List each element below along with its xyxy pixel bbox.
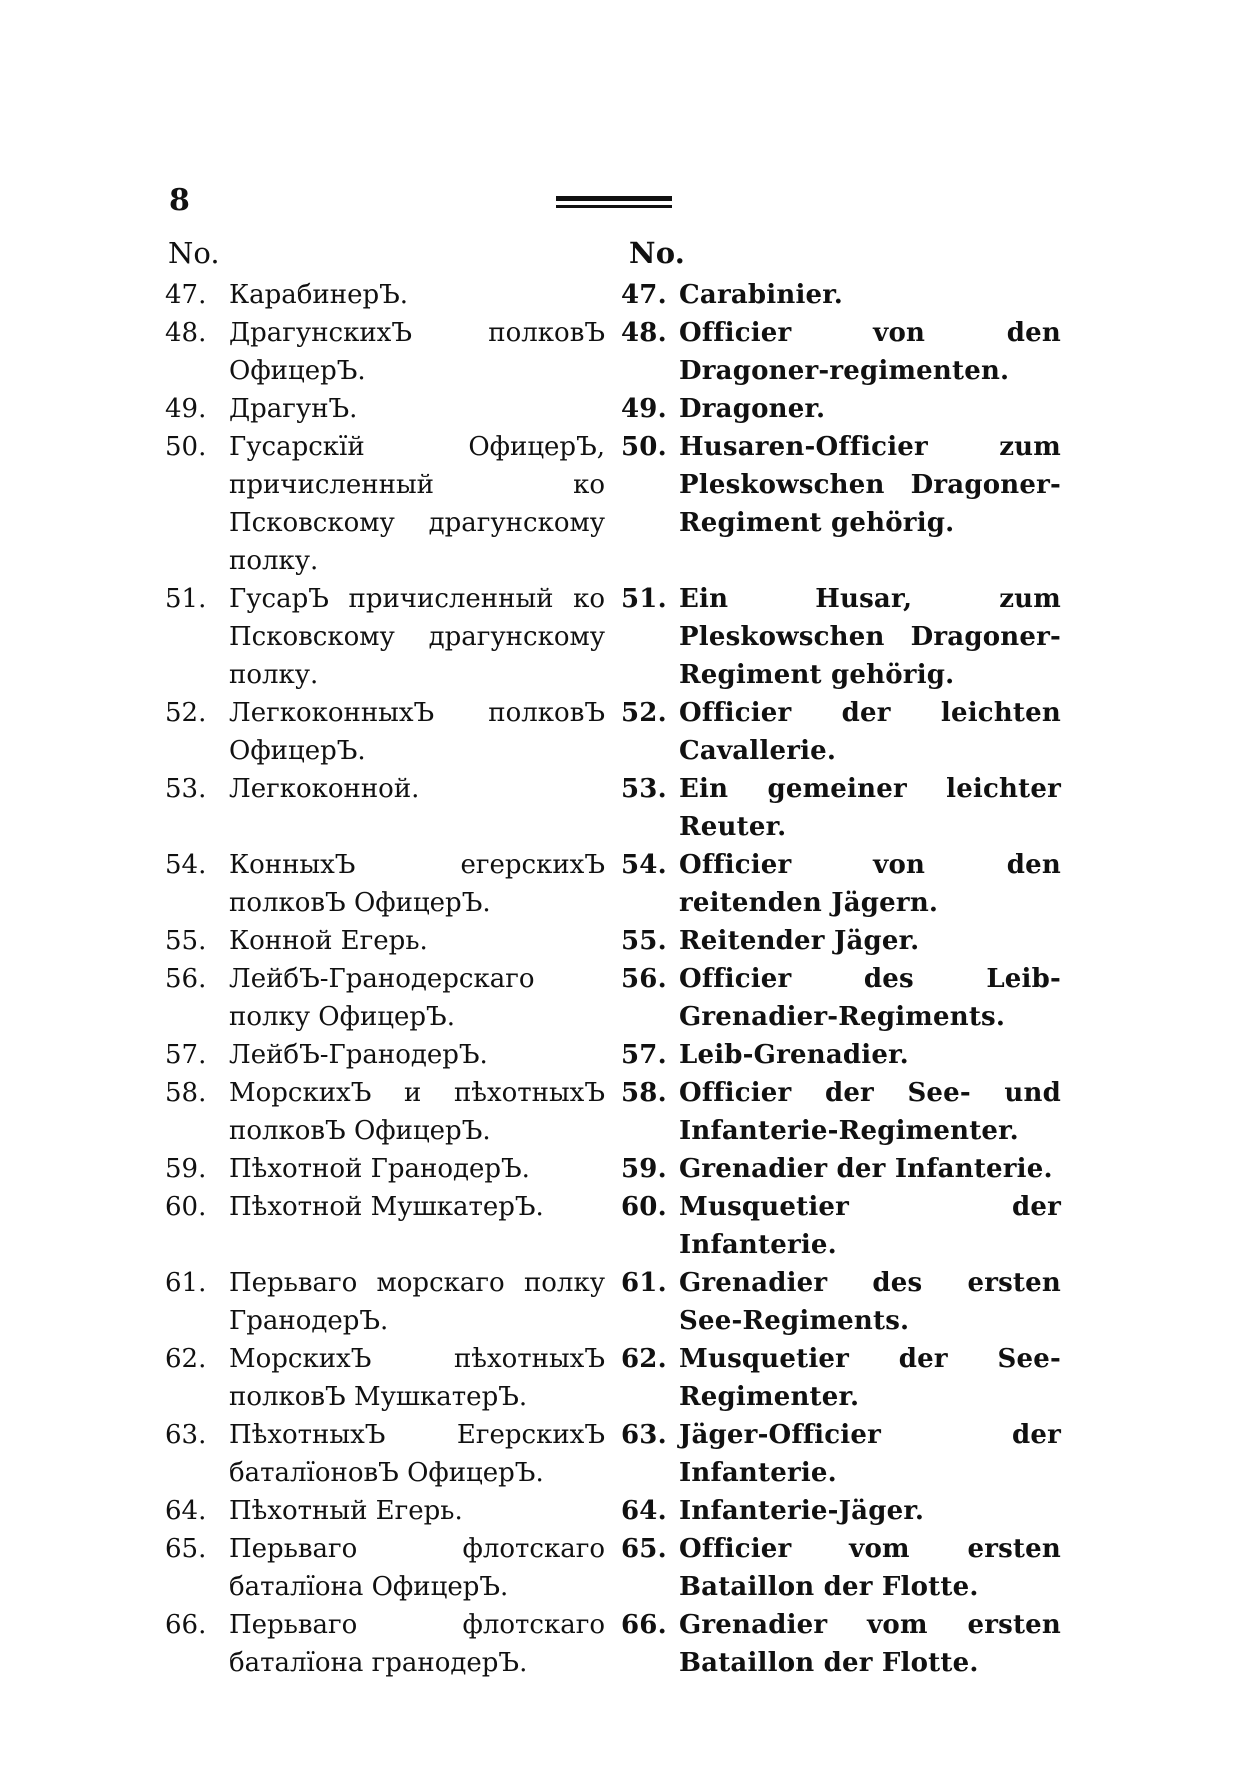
entry-text: Reitender Jäger.: [679, 926, 920, 956]
entry-text: Grenadier vom ersten Bataillon der Flotte.: [679, 1610, 1061, 1678]
list-item: [165, 1416, 605, 1492]
entry-number: 52.: [621, 698, 667, 728]
entry-number: 51.: [621, 584, 667, 614]
entry-number: 59.: [165, 1154, 207, 1184]
entry-number: 58.: [165, 1078, 207, 1108]
entry-number: 66.: [165, 1610, 207, 1640]
entry-text: Officier von den Dragoner-regimenten.: [679, 318, 1061, 386]
list-item: [165, 694, 605, 770]
entry-number: 63.: [621, 1420, 667, 1450]
entry-text: Легкоконной.: [229, 774, 420, 804]
entry-text: ГусарЪ причисленный ко Псковскому драгунскому полку.: [229, 584, 605, 690]
entry-text: Jäger-Officier der Infanterie.: [679, 1420, 1061, 1488]
entry-number: 63.: [165, 1420, 207, 1450]
entry-number: 52.: [165, 698, 207, 728]
entry-number: 51.: [165, 584, 207, 614]
entry-number: 49.: [621, 394, 667, 424]
list-item: [621, 1416, 1061, 1492]
russian-column-heading: No.: [168, 236, 220, 270]
page-number: 8: [169, 183, 190, 218]
list-item: [165, 276, 605, 314]
entry-number: 58.: [621, 1078, 667, 1108]
entry-text: Leib-Grenadier.: [679, 1040, 909, 1070]
german-entry-list: [621, 276, 1061, 1682]
entry-text: Конной Егерь.: [229, 926, 428, 956]
list-item: [165, 314, 605, 390]
list-item: [165, 1340, 605, 1416]
list-item: [621, 922, 1061, 960]
entry-number: 53.: [621, 774, 667, 804]
entry-number: 50.: [621, 432, 667, 462]
entry-text: Перьваго флотскаго баталїона гранодерЪ.: [229, 1610, 605, 1678]
header-rule: [556, 196, 672, 212]
list-item: [621, 276, 1061, 314]
header-rule-thick: [556, 196, 672, 201]
entry-number: 49.: [165, 394, 207, 424]
list-item: [165, 846, 605, 922]
list-item: [165, 580, 605, 694]
list-item: [621, 694, 1061, 770]
entry-number: 55.: [621, 926, 667, 956]
entry-number: 50.: [165, 432, 207, 462]
list-item: [165, 1492, 605, 1530]
entry-number: 53.: [165, 774, 207, 804]
entry-number: 64.: [165, 1496, 207, 1526]
entry-text: КонныхЪ егерскихЪ полковЪ ОфицерЪ.: [229, 850, 605, 918]
list-item: [621, 428, 1061, 580]
entry-text: ДрагунскихЪ полковЪ ОфицерЪ.: [229, 318, 605, 386]
list-item: [165, 1188, 605, 1264]
entry-text: Перьваго флотскаго баталїона ОфицерЪ.: [229, 1534, 605, 1602]
entry-number: 65.: [165, 1534, 207, 1564]
entry-text: ЛейбЪ-Гранодерскаго полку ОфицерЪ.: [229, 964, 535, 1032]
entry-number: 65.: [621, 1534, 667, 1564]
list-item: [621, 580, 1061, 694]
russian-entry-list: [165, 276, 605, 1682]
entry-text: ЛейбЪ-ГранодерЪ.: [229, 1040, 488, 1070]
entry-number: 56.: [165, 964, 207, 994]
entry-text: Musquetier der See-Regimenter.: [679, 1344, 1061, 1412]
german-column: [621, 230, 1061, 1682]
entry-text: Пѣхотной ГранодерЪ.: [229, 1154, 530, 1184]
list-item: [165, 1264, 605, 1340]
entry-text: Carabinier.: [679, 280, 844, 310]
entry-text: Перьваго морскаго полку ГранодерЪ.: [229, 1268, 605, 1336]
entry-number: 48.: [621, 318, 667, 348]
list-item: [621, 770, 1061, 846]
entry-text: Пѣхотный Егерь.: [229, 1496, 463, 1526]
entry-text: Гусарскїй ОфицерЪ, причисленный ко Псковскому драгунскому полку.: [229, 432, 605, 576]
entry-text: МорскихЪ пѣхотныхЪ полковЪ МушкатерЪ.: [229, 1344, 605, 1412]
german-column-heading: No.: [629, 236, 686, 270]
list-item: [165, 922, 605, 960]
list-item: [621, 1492, 1061, 1530]
entry-number: 57.: [165, 1040, 207, 1070]
entry-text: ЛегкоконныхЪ полковЪ ОфицерЪ.: [229, 698, 605, 766]
entry-number: 54.: [621, 850, 667, 880]
entry-number: 60.: [621, 1192, 667, 1222]
entry-text: КарабинерЪ.: [229, 280, 409, 310]
entry-text: Dragoner.: [679, 394, 826, 424]
entry-text: Officier der leichten Cavallerie.: [679, 698, 1061, 766]
list-item: [621, 1188, 1061, 1264]
entry-number: 54.: [165, 850, 207, 880]
entry-number: 61.: [165, 1268, 207, 1298]
entry-text: ДрагунЪ.: [229, 394, 358, 424]
list-item: [165, 1074, 605, 1150]
entry-number: 59.: [621, 1154, 667, 1184]
entry-text: ПѣхотныхЪ ЕгерскихЪ баталїоновЪ ОфицерЪ.: [229, 1420, 605, 1488]
entry-number: 55.: [165, 926, 207, 956]
entry-number: 47.: [165, 280, 207, 310]
header-rule-thin: [556, 205, 672, 208]
entry-number: 61.: [621, 1268, 667, 1298]
list-item: [621, 1530, 1061, 1606]
list-item: [165, 960, 605, 1036]
list-item: [165, 1036, 605, 1074]
entry-text: Musquetier der Infanterie.: [679, 1192, 1061, 1260]
list-item: [621, 960, 1061, 1036]
list-item: [621, 1150, 1061, 1188]
entry-text: Officier von den reitenden Jägern.: [679, 850, 1061, 918]
russian-column: [165, 230, 605, 1682]
list-item: [165, 1150, 605, 1188]
entry-number: 64.: [621, 1496, 667, 1526]
entry-text: Officier des Leib-Grenadier-Regiments.: [679, 964, 1061, 1032]
list-item: [621, 1340, 1061, 1416]
entry-text: Grenadier der Infanterie.: [679, 1154, 1053, 1184]
list-item: [621, 1074, 1061, 1150]
entry-number: 66.: [621, 1610, 667, 1640]
list-item: [165, 770, 605, 846]
list-item: [621, 1036, 1061, 1074]
list-item: [165, 1606, 605, 1682]
entry-text: Husaren-Officier zum Pleskowschen Dragoner-Regiment gehörig.: [679, 432, 1061, 538]
entry-number: 62.: [621, 1344, 667, 1374]
entry-number: 47.: [621, 280, 667, 310]
entry-text: Infanterie-Jäger.: [679, 1496, 925, 1526]
list-item: [165, 1530, 605, 1606]
entry-number: 48.: [165, 318, 207, 348]
entry-text: МорскихЪ и пѣхотныхЪ полковЪ ОфицерЪ.: [229, 1078, 605, 1146]
list-item: [165, 390, 605, 428]
list-item: [621, 846, 1061, 922]
list-item: [621, 1264, 1061, 1340]
entry-text: Ein Husar, zum Pleskowschen Dragoner-Regiment gehörig.: [679, 584, 1061, 690]
entry-number: 62.: [165, 1344, 207, 1374]
list-item: [165, 428, 605, 580]
entry-number: 60.: [165, 1192, 207, 1222]
entry-text: Officier vom ersten Bataillon der Flotte.: [679, 1534, 1061, 1602]
entry-number: 56.: [621, 964, 667, 994]
entry-text: Пѣхотной МушкатерЪ.: [229, 1192, 544, 1222]
entry-text: Ein gemeiner leichter Reuter.: [679, 774, 1061, 842]
entry-text: Officier der See- und Infanterie-Regimenter.: [679, 1078, 1061, 1146]
list-item: [621, 314, 1061, 390]
entry-text: Grenadier des ersten See-Regiments.: [679, 1268, 1061, 1336]
entry-number: 57.: [621, 1040, 667, 1070]
list-item: [621, 390, 1061, 428]
list-item: [621, 1606, 1061, 1682]
